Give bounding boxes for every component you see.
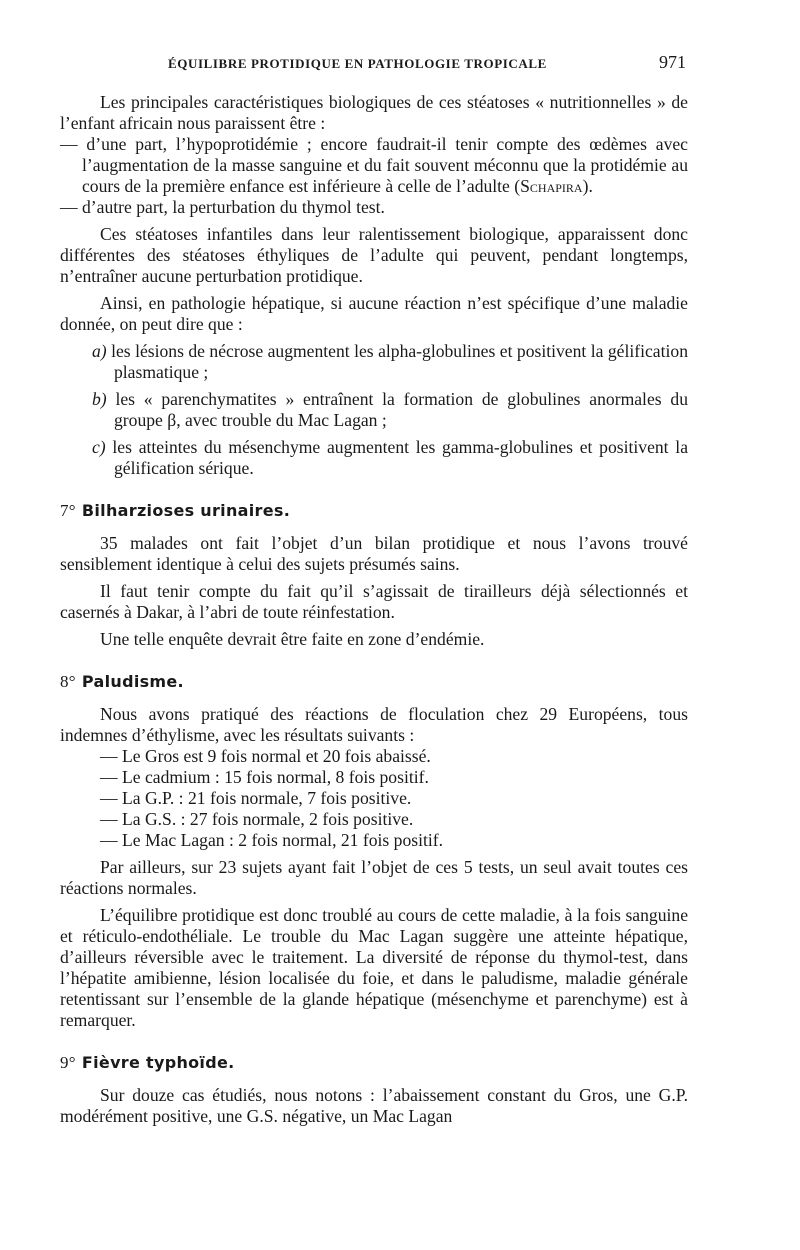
section-number: 8°: [60, 672, 76, 691]
result-item: — Le Mac Lagan : 2 fois normal, 21 fois positif.: [100, 830, 444, 850]
section-heading: [60, 672, 688, 692]
list-text: les atteintes du mésenchyme augmentent les gamma-globulines et positivent la gélification sérique.: [112, 437, 689, 478]
section-number: 9°: [60, 1053, 76, 1072]
dash-item: [60, 134, 688, 197]
document-page: [60, 0, 688, 1250]
paragraph: L’équilibre protidique est donc troublé au cours de cette maladie, à la fois sanguine et réticulo-endothéliale. Le trouble du Mac Lagan suggère une atteinte hépatique, d’ailleurs réversible avec le traitement. La diversité de réponse du thymol-test, dans l’hépatite amibienne, lésion localisée du foie, et dans le paludisme, maladie générale retentissant sur l’ensemble de la glande hépatique (mésenchyme et parenchyme) est à remarquer.: [60, 905, 688, 1030]
paragraph: Ces stéatoses infantiles dans leur ralentissement biologique, apparaissent donc différentes des stéatoses éthyliques de l’adulte qui peuvent, pendant longtemps, n’entraîner aucune perturbation protidique.: [60, 224, 688, 286]
section-number: 7°: [60, 501, 76, 520]
section-heading: [60, 501, 688, 521]
result-item: — La G.S. : 27 fois normale, 2 fois positive.: [100, 809, 414, 829]
section-title: Bilharzioses urinaires.: [81, 501, 291, 520]
dash-item: — d’autre part, la perturbation du thymol test.: [60, 197, 385, 217]
author-name: Schapira: [520, 176, 583, 196]
running-title: ÉQUILIBRE PROTIDIQUE EN PATHOLOGIE TROPICALE: [168, 56, 547, 71]
paragraph: Nous avons pratiqué des réactions de floculation chez 29 Européens, tous indemnes d’éthylisme, avec les résultats suivants :: [60, 704, 688, 745]
list-item: [60, 341, 688, 383]
dash-text: — d’une part, l’hypoprotidémie ; encore faudrait-il tenir compte des œdèmes avec l’augmentation de la masse sanguine et du fait souvent méconnu que la protidémie au cours de la première enfance est inférieure à celle de l’adulte (: [60, 134, 688, 196]
result-item: — Le cadmium : 15 fois normal, 8 fois positif.: [100, 767, 429, 787]
paragraph: Les principales caractéristiques biologiques de ces stéatoses « nutritionnelles » de l’enfant africain nous paraissent être :: [60, 92, 688, 133]
paragraph: Sur douze cas étudiés, nous notons : l’abaissement constant du Gros, une G.P. modérément positive, une G.S. négative, un Mac Lagan: [60, 1085, 688, 1126]
paragraph: Par ailleurs, sur 23 sujets ayant fait l’objet de ces 5 tests, un seul avait toutes ces réactions normales.: [60, 857, 688, 898]
list-text: les lésions de nécrose augmentent les alpha-globulines et positivent la gélification plasmatique ;: [111, 341, 688, 382]
paragraph: Ainsi, en pathologie hépatique, si aucune réaction n’est spécifique d’une maladie donnée, on peut dire que :: [60, 293, 688, 334]
page-header: [60, 52, 688, 74]
list-marker: b): [92, 389, 107, 409]
section-heading: [60, 1053, 688, 1073]
page-body: [60, 92, 688, 1127]
dash-end: ).: [582, 176, 593, 196]
list-marker: c): [92, 437, 106, 457]
paragraph: 35 malades ont fait l’objet d’un bilan protidique et nous l’avons trouvé sensiblement identique à celui des sujets présumés sains.: [60, 533, 688, 574]
list-item: [60, 389, 688, 431]
paragraph: Une telle enquête devrait être faite en zone d’endémie.: [100, 629, 485, 649]
list-text: les « parenchymatites » entraînent la formation de globulines anormales du groupe β, avec trouble du Mac Lagan ;: [114, 389, 688, 430]
list-marker: a): [92, 341, 107, 361]
section-title: Paludisme.: [81, 672, 184, 691]
paragraph: Il faut tenir compte du fait qu’il s’agissait de tirailleurs déjà sélectionnés et casernés à Dakar, à l’abri de toute réinfestation.: [60, 581, 688, 622]
list-item: [60, 437, 688, 479]
section-title: Fièvre typhoïde.: [81, 1053, 235, 1072]
result-item: — La G.P. : 21 fois normale, 7 fois positive.: [100, 788, 412, 808]
result-item: — Le Gros est 9 fois normal et 20 fois abaissé.: [100, 746, 431, 766]
page-number: 971: [659, 52, 686, 72]
